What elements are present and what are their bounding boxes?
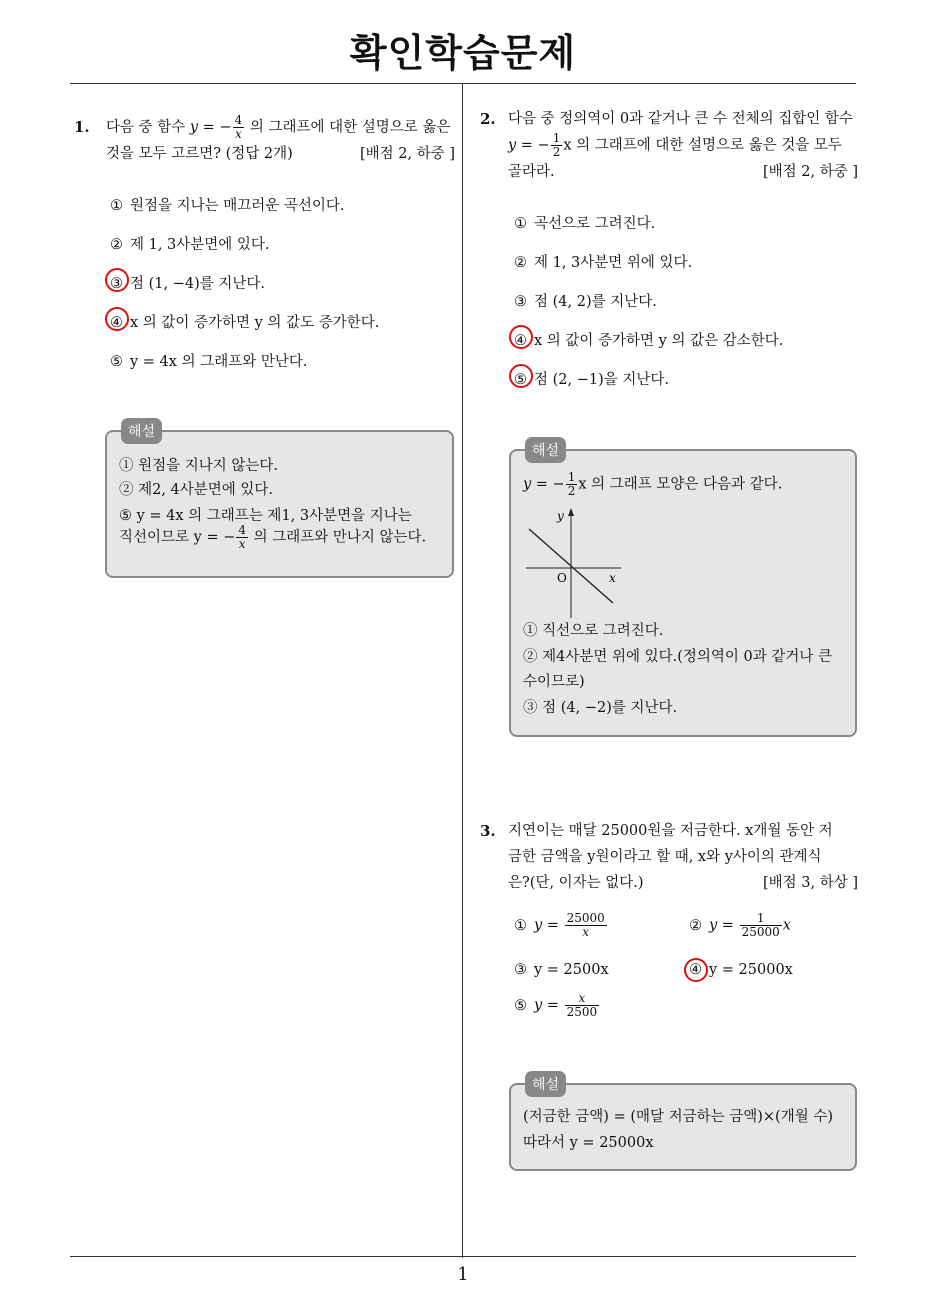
option-2[interactable]: ② y = $\frac{1}{25000}$ x (689, 911, 791, 939)
points-label: [배점 2, 하중 ] (762, 164, 858, 180)
options-q3 (514, 912, 844, 1042)
fraction: $\frac{1}{2}$ (552, 131, 561, 159)
option-4[interactable]: ④ y = 25000x (689, 962, 793, 978)
option-3[interactable]: ③ 점 (4, 2)를 지난다. (514, 294, 657, 310)
question-line: 것을 모두 고르면? (정답 2개) [배점 2, 하중 ] (106, 141, 455, 167)
page-number: 1 (457, 1264, 469, 1285)
fraction: $\frac{4}{x}$ (238, 523, 246, 551)
question-line: 다음 중 함수 y = − $\frac{4}{x}$ 의 그래프에 대한 설명으로 옳은 (106, 113, 451, 141)
column-divider (462, 84, 463, 1258)
question-line: y = − $\frac{1}{2}$ x 의 그래프에 대한 설명으로 옳은 것을 모두 (508, 131, 842, 159)
solution-tag: 해설 (525, 1071, 566, 1097)
answer-circle (509, 325, 533, 349)
solution-box-q2: 해설 y = − $\frac{1}{2}$ x 의 그래프 모양은 다음과 같다. y x O ① 직선으로 그려진다. ② 제4사분면 위에 있다.(정의역이 0과 같거나 큰 수이므로) ③ 점 (4, −2)를 지난다. (509, 449, 857, 737)
option-3[interactable]: ③ 점 (1, −4)를 지난다. (110, 272, 265, 293)
page-title: 확인학습문제 (349, 31, 577, 75)
points-label: [배점 3, 하상 ] (762, 875, 858, 891)
option-1[interactable]: ① y = $\frac{25000}{x}$ (514, 911, 605, 939)
answer-circle (684, 958, 708, 982)
question-line: 다음 중 정의역이 0과 같거나 큰 수 전체의 집합인 함수 (508, 111, 853, 127)
option-5[interactable]: ⑤ y = 4x 의 그래프와 만난다. (110, 354, 308, 370)
question-line: 은?(단, 이자는 없다.) [배점 3, 하상 ] (508, 870, 858, 896)
bottom-divider (70, 1256, 856, 1257)
option-4[interactable]: ④ x 의 값이 증가하면 y 의 값도 증가한다. (110, 311, 379, 332)
question-number: 3. (480, 822, 496, 840)
question-number: 2. (480, 110, 496, 128)
top-divider (70, 83, 856, 84)
y-axis-arrow (568, 508, 574, 516)
question-number: 1. (74, 118, 90, 136)
option-5[interactable]: ⑤ 점 (2, −1)을 지난다. (514, 368, 669, 389)
answer-circle (105, 268, 129, 292)
solution-tag: 해설 (525, 437, 566, 463)
solution-box-q3: 해설 (저금한 금액) = (매달 저금하는 금액)×(개월 수) 따라서 y = 25000x (509, 1083, 857, 1171)
y-axis-label: y (557, 509, 564, 523)
answer-circle (105, 307, 129, 331)
graph-figure (521, 506, 631, 621)
solution-tag: 해설 (121, 418, 162, 444)
question-line: 골라라. [배점 2, 하중 ] (508, 159, 858, 185)
option-2[interactable]: ② 제 1, 3사분면 위에 있다. (514, 255, 693, 271)
origin-label: O (557, 571, 567, 585)
option-5[interactable]: ⑤ y = $\frac{x}{2500}$ (514, 991, 598, 1019)
question-line: 금한 금액을 y원이라고 할 때, x와 y사이의 관계식 (508, 849, 822, 865)
answer-circle (509, 364, 533, 388)
points-label: [배점 2, 하중 ] (359, 146, 455, 162)
fraction: $\frac{1}{2}$ (567, 470, 576, 498)
option-2[interactable]: ② 제 1, 3사분면에 있다. (110, 237, 270, 253)
x-axis-label: x (609, 571, 616, 585)
option-4[interactable]: ④ x 의 값이 증가하면 y 의 값은 감소한다. (514, 329, 783, 350)
option-1[interactable]: ① 곡선으로 그려진다. (514, 216, 656, 232)
option-1[interactable]: ① 원점을 지나는 매끄러운 곡선이다. (110, 198, 345, 214)
solution-box-q1: 해설 ① 원점을 지나지 않는다. ② 제2, 4사분면에 있다. ⑤ y = 4x 의 그래프는 제1, 3사분면을 지나는 직선이므로 y = − $\frac{4}{x}$ 의 그래프와 만나지 않는다. (105, 430, 454, 578)
option-3[interactable]: ③ y = 2500x (514, 962, 609, 978)
question-line: 지연이는 매달 25000원을 저금한다. x개월 동안 저 (508, 823, 833, 839)
fraction: $\frac{4}{x}$ (234, 113, 243, 141)
